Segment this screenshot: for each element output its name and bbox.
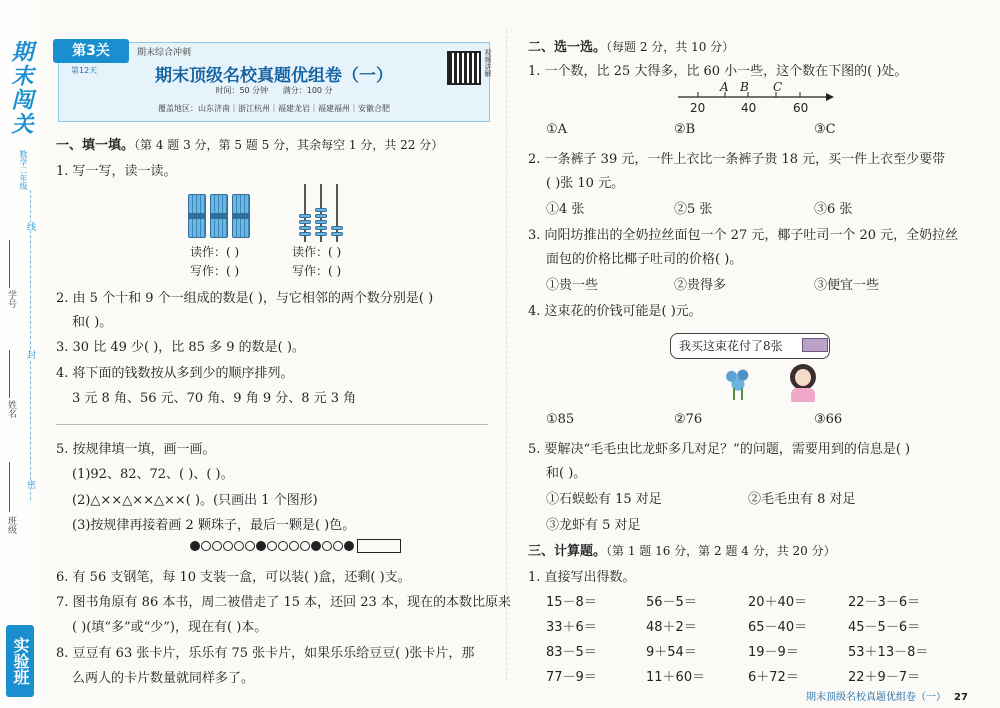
exam-title: 期末顶级名校真题优组卷（一） [155, 66, 393, 86]
arrow-right-icon [826, 93, 834, 101]
bead-pattern [190, 538, 401, 553]
write-answer-1[interactable]: 写作：( ) [190, 264, 240, 278]
calc-item: 33＋6＝ [546, 620, 597, 635]
section-1-heading [56, 134, 443, 153]
label-40: 40 [741, 101, 757, 115]
section-2-heading [528, 36, 734, 55]
choice-question-5-cont: 和( )。 [546, 466, 587, 481]
white-bead-icon [201, 541, 211, 551]
bead-icon [299, 220, 311, 224]
calc-item: 48＋2＝ [646, 620, 697, 635]
exam-header [58, 42, 490, 122]
calc-item: 45－5－6＝ [848, 620, 921, 635]
flower-stems-icon [733, 388, 743, 400]
white-bead-icon [278, 541, 288, 551]
q3-option-3[interactable]: ③便宜一些 [814, 278, 880, 293]
question-7: 7. 图书角原有 86 本书，周二被借走了 15 本，还回 23 本，现在的本数比原来 [56, 595, 511, 610]
calc-item: 9＋54＝ [646, 645, 697, 660]
calc-item: 77－9＝ [546, 670, 597, 685]
page-footer [806, 688, 968, 703]
calc-item: 83－5＝ [546, 645, 597, 660]
calc-item: 22＋9－7＝ [848, 670, 921, 685]
white-bead-icon [289, 541, 299, 551]
section-3-heading [528, 540, 836, 559]
brand-logo: 实验班 [6, 625, 34, 697]
speech-bubble: 我买这束花付了8张 [670, 333, 830, 359]
q1-option-3[interactable]: ③C [814, 122, 836, 137]
bead-icon [331, 226, 343, 230]
section-3-note: （第 1 题 16 分，第 2 题 4 分，共 20 分） [606, 544, 836, 558]
white-bead-icon [245, 541, 255, 551]
field-class-label: 班级 [6, 516, 16, 534]
write-answer-2[interactable]: 写作：( ) [292, 264, 342, 278]
q2-option-1[interactable]: ①4 张 [546, 202, 585, 217]
bead-answer-box[interactable] [357, 539, 401, 553]
calc-item: 65－40＝ [748, 620, 808, 635]
calc-item: 20＋40＝ [748, 595, 808, 610]
calc-item: 6＋72＝ [748, 670, 799, 685]
header-tag: 期末综合冲刺 [137, 48, 192, 58]
label-60: 60 [793, 101, 809, 115]
cut-line [30, 190, 31, 500]
q4-option-2[interactable]: ②76 [674, 412, 703, 427]
section-1-note: （第 4 题 3 分，第 5 题 5 分，其余每空 1 分，共 22 分） [134, 138, 444, 152]
field-student-id-line[interactable] [9, 240, 10, 288]
choice-question-3: 3. 向阳坊推出的全奶拉丝面包一个 27 元，椰子吐司一个 20 元，全奶拉丝 [528, 228, 959, 243]
label-b: B [740, 80, 749, 94]
q2-option-2[interactable]: ②5 张 [674, 202, 713, 217]
question-8: 8. 豆豆有 63 张卡片，乐乐有 75 张卡片，如果乐乐给豆豆( )张卡片，那 [56, 646, 475, 661]
footer-title: 期末顶级名校真题优组卷（一） [806, 692, 946, 703]
section-2-title: 二、选一选。 [528, 40, 607, 55]
qr-caption: 视频讲解 [484, 49, 492, 77]
question-2-cont: 和( )。 [72, 315, 113, 330]
question-5-1: (1)92、82、72、( )、( )。 [72, 467, 234, 482]
bead-icon [315, 214, 327, 218]
q2-option-3[interactable]: ③6 张 [814, 202, 853, 217]
page-number: 27 [954, 692, 968, 703]
exam-meta [129, 85, 419, 96]
white-bead-icon [223, 541, 233, 551]
bead-icon [331, 232, 343, 236]
time-limit: 时间：50 分钟 [215, 86, 269, 95]
calc-item: 11＋60＝ [646, 670, 706, 685]
choice-question-1: 1. 一个数，比 25 大得多，比 60 小一些，这个数在下图的( )处。 [528, 64, 908, 79]
section-3-title: 三、计算题。 [528, 544, 607, 559]
calc-item: 19－9＝ [748, 645, 799, 660]
question-3: 3. 30 比 49 少( )，比 85 多 9 的数是( )。 [56, 340, 305, 355]
field-name-line[interactable] [9, 350, 10, 398]
field-name-label: 姓名 [6, 400, 16, 418]
field-student-id-label: 学号 [6, 290, 16, 308]
question-7-cont: ( )(填“多”或“少”)，现在有( )本。 [72, 620, 268, 635]
black-bead-icon [190, 541, 200, 551]
label-c: C [773, 80, 783, 94]
field-class-line[interactable] [9, 462, 10, 512]
choice-question-2: 2. 一条裤子 39 元，一件上衣比一条裤子贵 18 元，买一件上衣至少要带 [528, 152, 946, 167]
page-fold [506, 30, 507, 680]
q5-option-3[interactable]: ③龙虾有 5 对足 [546, 518, 641, 533]
banknote-icon [802, 338, 828, 352]
answer-area-divider [56, 424, 488, 425]
q3-option-2[interactable]: ②贵得多 [674, 278, 727, 293]
calc-item: 53＋13－8＝ [848, 645, 929, 660]
section-2-note: （每题 2 分，共 10 分） [606, 40, 735, 54]
choice-question-5: 5. 要解决“毛毛虫比龙虾多几对足？”的问题，需要用到的信息是( ) [528, 442, 911, 457]
calc-question-1: 1. 直接写出得数。 [528, 570, 636, 585]
choice-question-3-cont: 面包的价格比椰子吐司的价格( )。 [546, 252, 743, 267]
black-bead-icon [256, 541, 266, 551]
calc-item: 56－5＝ [646, 595, 697, 610]
seal-label-seal: 封 [25, 350, 35, 359]
black-bead-icon [311, 541, 321, 551]
question-1: 1. 写一写，读一读。 [56, 164, 177, 179]
calc-item: 15－8＝ [546, 595, 597, 610]
question-8-cont: 么两人的卡片数量就同样多了。 [72, 671, 255, 686]
q1-option-2[interactable]: ②B [674, 122, 696, 137]
white-bead-icon [234, 541, 244, 551]
white-bead-icon [267, 541, 277, 551]
bead-icon [315, 226, 327, 230]
q3-option-1[interactable]: ①贵一些 [546, 278, 599, 293]
binding-strip [0, 0, 40, 708]
level-badge: 第3关 [53, 39, 129, 63]
question-6: 6. 有 56 支钢笔，每 10 支装一盒，可以装( )盒，还剩( )支。 [56, 570, 411, 585]
bead-icon [315, 220, 327, 224]
bead-icon [299, 214, 311, 218]
coverage-regions: 覆盖地区：山东济南｜浙江杭州｜福建龙岩｜福建福州｜安徽合肥 [158, 104, 390, 113]
girl-face-icon [795, 369, 811, 386]
q1-option-1[interactable]: ①A [546, 122, 568, 137]
section-1-title: 一、填一填。 [56, 138, 135, 153]
white-bead-icon [333, 541, 343, 551]
white-bead-icon [300, 541, 310, 551]
bead-icon [315, 208, 327, 212]
vertical-subtitle: 数学二年级 [19, 150, 28, 190]
label-a: A [720, 80, 729, 94]
read-answer-2[interactable]: 读作：( ) [292, 245, 342, 259]
read-answer-1[interactable]: 读作：( ) [190, 245, 240, 259]
vertical-title: 期末闯关 [8, 40, 33, 136]
question-4: 4. 将下面的钱数按从多到少的顺序排列。 [56, 366, 294, 381]
q5-option-2[interactable]: ②毛毛虫有 8 对足 [748, 492, 856, 507]
bead-icon [299, 226, 311, 230]
question-4-items: 3 元 8 角、56 元、70 角、9 角 9 分、8 元 3 角 [72, 391, 357, 406]
question-2: 2. 由 5 个十和 9 个一组成的数是( )，与它相邻的两个数分别是( ) [56, 291, 434, 306]
bead-icon [315, 232, 327, 236]
full-score: 满分：100 分 [282, 86, 333, 95]
seal-label-dense: 密 [25, 480, 35, 489]
rod-bundle-icon [210, 194, 228, 238]
choice-question-2-cont: ( )张 10 元。 [546, 176, 625, 191]
question-5-2: (2)△××△××△××( )。(只画出 1 个图形) [72, 493, 318, 508]
black-bead-icon [344, 541, 354, 551]
girl-body-icon [791, 388, 815, 402]
q4-option-1[interactable]: ①85 [546, 412, 575, 427]
choice-question-4: 4. 这束花的价钱可能是( )元。 [528, 304, 702, 319]
question-5: 5. 按规律填一填，画一画。 [56, 442, 216, 457]
white-bead-icon [322, 541, 332, 551]
question-5-3: (3)按规律再接着画 2 颗珠子，最后一颗是( )色。 [72, 518, 356, 533]
rod-bundle-icon [188, 194, 206, 238]
white-bead-icon [212, 541, 222, 551]
q5-option-1[interactable]: ①石蜈蚣有 15 对足 [546, 492, 662, 507]
bead-icon [299, 232, 311, 236]
qr-code-icon[interactable] [447, 51, 481, 85]
label-20: 20 [690, 101, 706, 115]
q4-option-3[interactable]: ③66 [814, 412, 843, 427]
rod-bundle-icon [232, 194, 250, 238]
seal-label-line: 线 [25, 222, 35, 231]
day-label: 第12天 [71, 66, 98, 75]
calc-item: 22－3－6＝ [848, 595, 921, 610]
